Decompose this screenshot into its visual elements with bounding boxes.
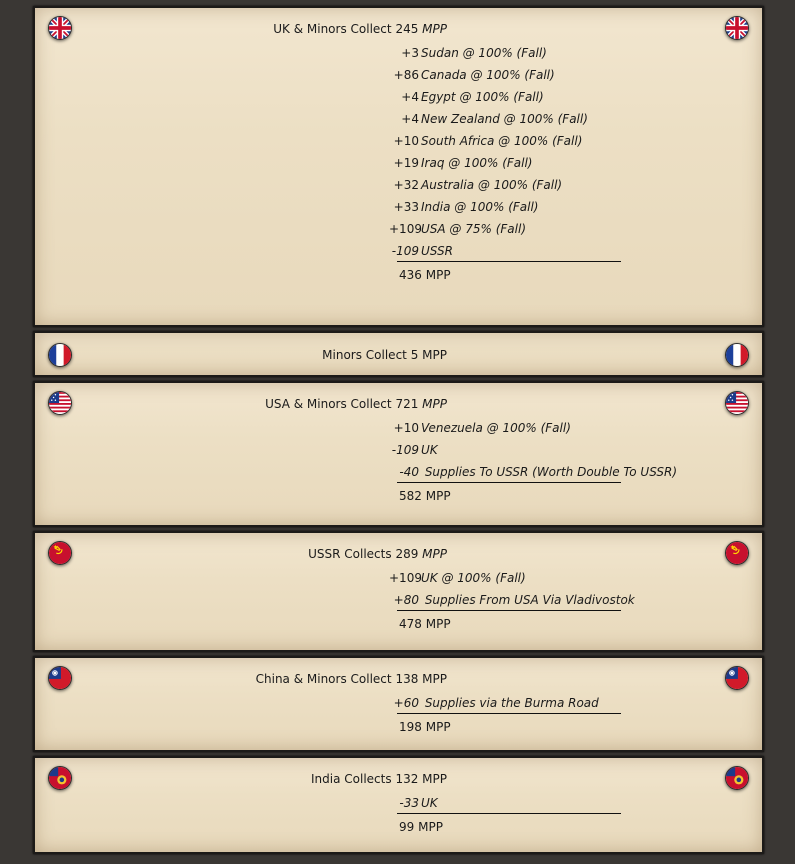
total-value: 99 (399, 820, 415, 834)
title-unit: MPP (422, 547, 447, 561)
row-amount: +109 (389, 222, 422, 236)
france-flag-icon (725, 343, 749, 367)
total-row (399, 820, 443, 834)
row-desc: Australia @ 100% (Fall) (421, 178, 563, 192)
row-amount: +4 (401, 90, 419, 104)
panel-title (35, 547, 447, 561)
income-row (389, 243, 453, 259)
row-desc: New Zealand @ 100% (Fall) (421, 112, 588, 126)
row-desc: Iraq @ 100% (Fall) (421, 156, 533, 170)
title-label: UK & Minors Collect (273, 22, 392, 36)
total-value: 582 (399, 489, 422, 503)
row-amount: -40 (399, 465, 419, 479)
sum-divider (397, 261, 621, 262)
title-value: 132 (395, 772, 419, 786)
total-row (399, 720, 451, 734)
sum-divider (397, 482, 621, 483)
total-unit: MPP (425, 489, 451, 503)
income-row (389, 795, 438, 811)
total-value: 198 (399, 720, 422, 734)
total-unit: MPP (425, 720, 451, 734)
title-value: 5 (410, 348, 419, 362)
ussr-income-panel (33, 531, 764, 652)
income-row (389, 221, 526, 237)
total-row (399, 617, 451, 631)
row-amount: +60 (393, 696, 419, 710)
row-amount: -109 (391, 443, 419, 457)
panel-title (35, 348, 447, 362)
title-unit: MPP (422, 397, 447, 411)
row-desc: South Africa @ 100% (Fall) (421, 134, 583, 148)
panel-title (35, 22, 447, 36)
income-row (389, 592, 635, 608)
row-desc: Egypt @ 100% (Fall) (421, 90, 544, 104)
row-amount: +19 (393, 156, 419, 170)
income-row (389, 89, 544, 105)
title-value: 245 (395, 22, 419, 36)
ussr-flag-icon (725, 541, 749, 565)
panel-title (35, 672, 447, 686)
uk-flag-icon (725, 16, 749, 40)
income-row (389, 695, 599, 711)
row-desc: Canada @ 100% (Fall) (421, 68, 555, 82)
row-desc: Supplies From USA Via Vladivostok (421, 593, 635, 607)
china-income-panel (33, 656, 764, 752)
total-unit: MPP (425, 268, 451, 282)
title-unit: MPP (422, 22, 447, 36)
total-unit: MPP (418, 820, 443, 834)
title-unit: MPP (422, 672, 447, 686)
row-desc: USA @ 75% (Fall) (421, 222, 527, 236)
income-row (389, 464, 677, 480)
title-unit: MPP (422, 348, 447, 362)
total-unit: MPP (425, 617, 451, 631)
row-amount: +32 (393, 178, 419, 192)
row-amount: +109 (389, 571, 422, 585)
income-row (389, 133, 582, 149)
row-desc: Supplies To USSR (Worth Double To USSR) (421, 465, 678, 479)
total-row (399, 268, 451, 282)
sum-divider (397, 713, 621, 714)
row-desc: UK (421, 796, 438, 810)
row-amount: -33 (399, 796, 419, 810)
title-label: China & Minors Collect (255, 672, 392, 686)
row-amount: +3 (401, 46, 419, 60)
row-desc: UK (421, 443, 438, 457)
row-amount: +10 (393, 134, 419, 148)
income-row (389, 155, 532, 171)
title-unit: MPP (422, 772, 447, 786)
india-income-panel (33, 756, 764, 854)
row-amount: -109 (391, 244, 419, 258)
title-label: USA & Minors Collect (265, 397, 392, 411)
sum-divider (397, 610, 621, 611)
row-desc: USSR (421, 244, 453, 258)
title-label: India Collects (311, 772, 392, 786)
india-flag-icon (725, 766, 749, 790)
title-value: 138 (395, 672, 419, 686)
row-desc: UK @ 100% (Fall) (421, 571, 526, 585)
row-amount: +80 (393, 593, 419, 607)
row-amount: +4 (401, 112, 419, 126)
row-desc: Supplies via the Burma Road (421, 696, 599, 710)
title-label: USSR Collects (308, 547, 392, 561)
usa-income-panel (33, 381, 764, 527)
title-value: 289 (395, 547, 419, 561)
row-desc: India @ 100% (Fall) (421, 200, 539, 214)
row-amount: +10 (393, 421, 419, 435)
row-desc: Sudan @ 100% (Fall) (421, 46, 547, 60)
income-row (389, 177, 562, 193)
france-income-panel (33, 331, 764, 377)
row-desc: Venezuela @ 100% (Fall) (421, 421, 571, 435)
row-amount: +33 (393, 200, 419, 214)
china-flag-icon (725, 666, 749, 690)
income-row (389, 442, 438, 458)
panel-title (35, 397, 447, 411)
income-row (389, 420, 571, 436)
title-value: 721 (395, 397, 419, 411)
income-row (389, 67, 555, 83)
uk-income-panel (33, 6, 764, 327)
income-row (389, 570, 526, 586)
row-amount: +86 (393, 68, 419, 82)
total-value: 436 (399, 268, 422, 282)
total-value: 478 (399, 617, 422, 631)
total-row (399, 489, 451, 503)
sum-divider (397, 813, 621, 814)
income-row (389, 199, 539, 215)
panel-title (35, 772, 447, 786)
income-row (389, 111, 588, 127)
income-row (389, 45, 547, 61)
title-label: Minors Collect (322, 348, 407, 362)
usa-flag-icon (725, 391, 749, 415)
